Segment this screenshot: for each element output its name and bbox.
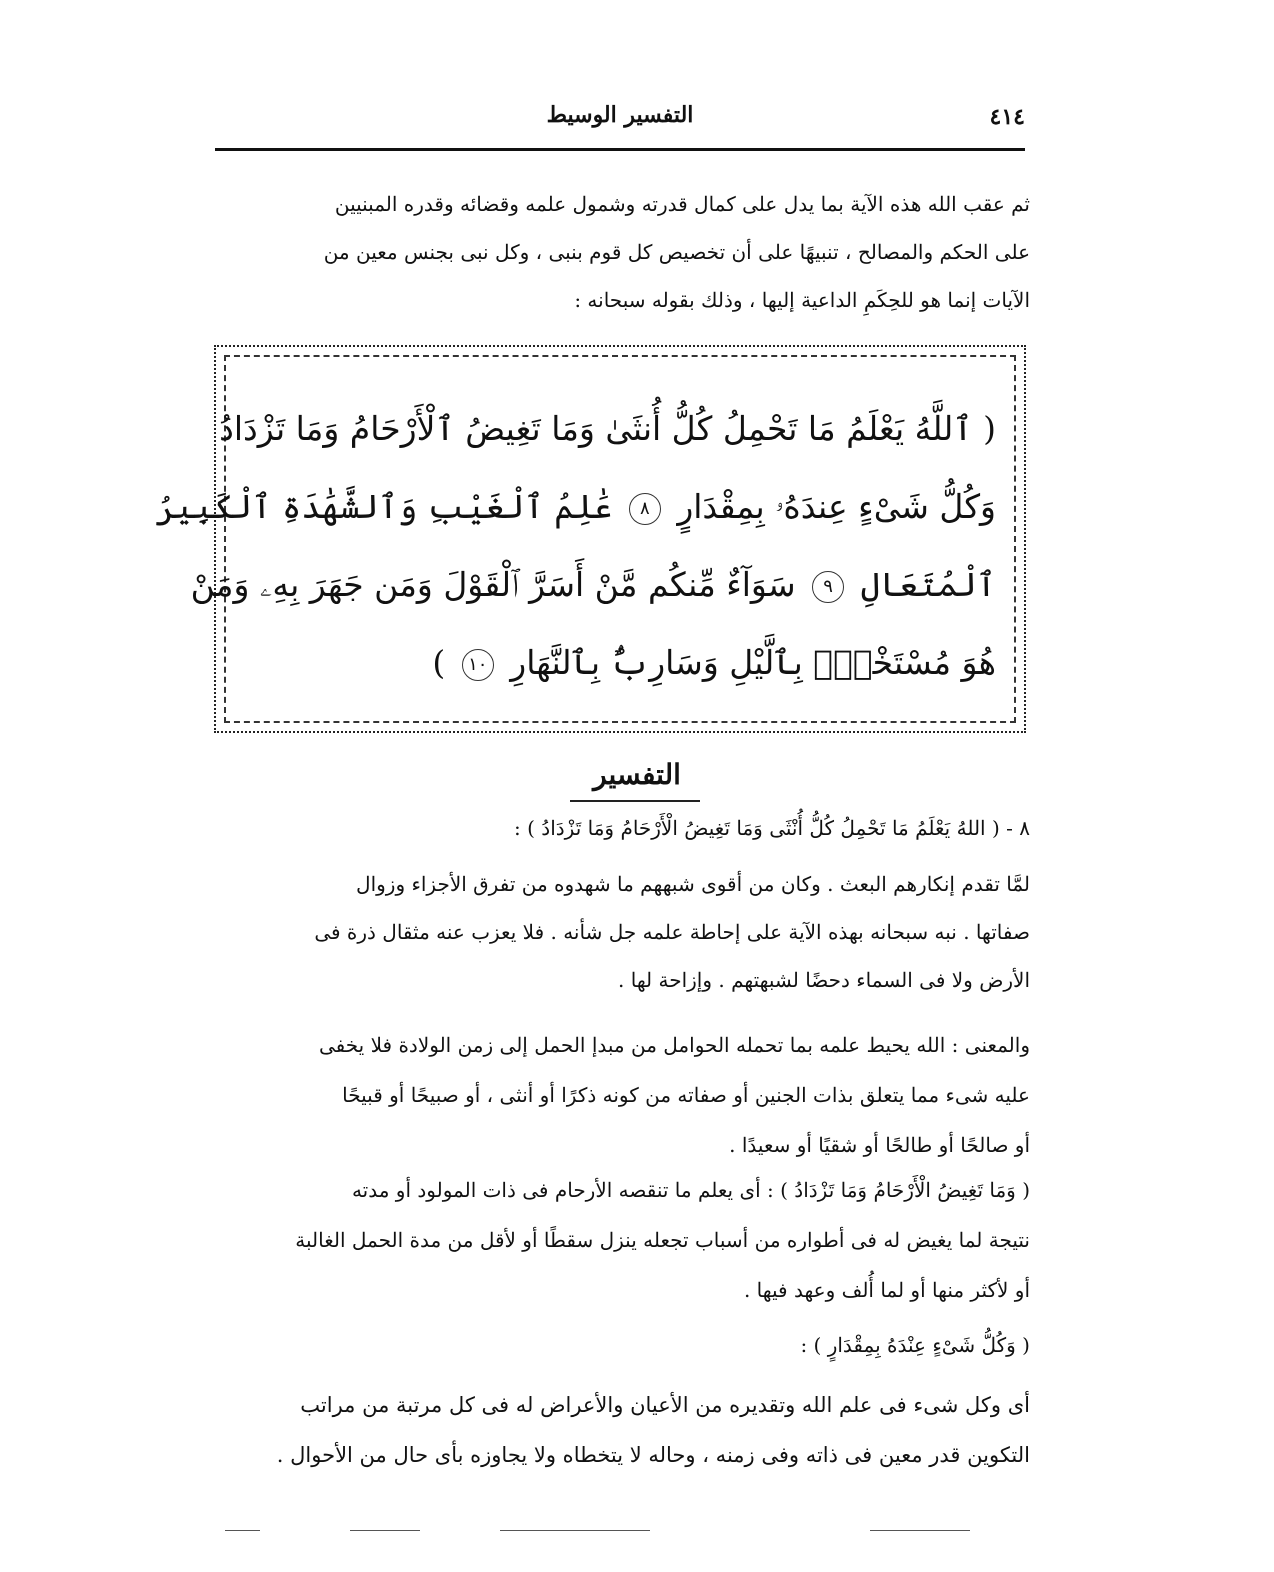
heading-underline [570, 800, 700, 802]
text-line: أى وكل شىء فى علم الله وتقديره من الأعيان والأعراض له فى كل مرتبة من مراتب [300, 1393, 1030, 1417]
running-title: التفسير الوسيط [546, 102, 694, 128]
verse-line [244, 624, 996, 702]
text-line: ( وَمَا تَغِيضُ الْأَرْحَامُ وَمَا تَزْدَادُ ) : أى يعلم ما تنقصه الأرحام فى ذات المولود أو مدته [351, 1178, 1030, 1202]
tafsir-paragraph [200, 1380, 1030, 1480]
verse-fragment: عَٰلِمُ ٱلْغَيْبِ وَٱلشَّهَٰدَةِ ٱلْكَبِيرُ [155, 487, 613, 526]
text-line: ثم عقب الله هذه الآية بما يدل على كمال قدرته وشمول علمه وقضائه وقدره المبنيين [334, 192, 1030, 216]
text-line: أو لأكثر منها أو لما أُلف وعهد فيها . [743, 1278, 1030, 1302]
text-line: الآيات إنما هو للحِكَمِ الداعية إليها ، وذلك بقوله سبحانه : [574, 288, 1030, 312]
tafsir-verse-citation [200, 1325, 1030, 1365]
verse-fragment: ( ٱللَّهُ يَعْلَمُ مَا تَحْمِلُ كُلُّ أُنثَىٰ وَمَا تَغِيضُ ٱلْأَرْحَامُ وَمَا تَزْدَادُ [219, 409, 996, 448]
text-line: لمَّا تقدم إنكارهم البعث . وكان من أقوى شبههم ما شهدوه من تفرق الأجزاء وزوال [356, 872, 1030, 896]
footer-rule [500, 1530, 650, 1531]
verse-fragment: ) [432, 643, 446, 682]
text-line: صفاتها . نبه سبحانه بهذه الآية على إحاطة علمه جل شأنه . فلا يعزب عنه مثقال ذرة فى [314, 920, 1030, 944]
footer-rule [870, 1530, 970, 1531]
verse-line [190, 546, 996, 624]
tafsir-paragraph [200, 1020, 1030, 1170]
verse-fragment: سَوَآءٌ مِّنكُم مَّنْ أَسَرَّ ٱلْقَوْلَ وَمَن جَهَرَ بِهِۦ وَمَنْ [190, 565, 796, 604]
text-line: التكوين قدر معين فى ذاته وفى زمنه ، وحاله لا يتخطاه ولا يجاوزه بأى حال من الأحوال . [276, 1443, 1030, 1467]
text-line: ٨ - ( اللهُ يَعْلَمُ مَا تَحْمِلُ كُلُّ أُنْثَى وَمَا تَغِيضُ الْأَرْحَامُ وَمَا تَزْدَادُ ) : [514, 816, 1030, 840]
text-line: على الحكم والمصالح ، تنبيهًا على أن تخصيص كل قوم بنبى ، وكل نبى بجنس معين من [323, 240, 1030, 264]
tafsir-verse-citation [200, 808, 1030, 848]
tafsir-paragraph [200, 860, 1030, 1004]
text-line: أو صالحًا أو طالحًا أو شقيًا أو سعيدًا . [729, 1133, 1030, 1157]
text-line: ( وَكُلُّ شَىْءٍ عِنْدَهُ بِمِقْدَارٍ ) : [800, 1333, 1030, 1357]
verse-fragment: وَكُلُّ شَىْءٍ عِندَهُۥ بِمِقْدَارٍ [677, 487, 996, 526]
verse-line [219, 390, 996, 468]
header-divider [215, 148, 1025, 151]
tafsir-paragraph [200, 1165, 1030, 1315]
verse-end-marker: ٩ [812, 571, 844, 603]
text-line: عليه شىء مما يتعلق بذات الجنين أو صفاته من كونه ذكرًا أو أنثى ، أو صبيحًا أو قبيحًا [342, 1083, 1030, 1107]
text-line: والمعنى : الله يحيط علمه بما تحمله الحوامل من مبدإ الحمل إلى زمن الولادة فلا يخفى [318, 1033, 1030, 1057]
quran-verse-frame [155, 345, 1026, 733]
verse-end-marker: ٨ [629, 493, 661, 525]
section-heading: التفسير [593, 758, 681, 791]
verse-fragment: ٱلْمُتَعَالِ [860, 565, 996, 604]
verse-fragment: هُوَ مُسْتَخْفٍۭ بِٱلَّيْلِ وَسَارِبٌۢ بِٱلنَّهَارِ [510, 643, 996, 682]
footer-rule [225, 1530, 260, 1531]
footer-rule [350, 1530, 420, 1531]
quran-verse-text [155, 390, 996, 702]
text-line: الأرض ولا فى السماء دحضًا لشبهتهم . وإزاحة لها . [618, 968, 1030, 992]
page-header [215, 98, 1025, 154]
verse-line [155, 468, 996, 546]
text-line: نتيجة لما يغيض له فى أطواره من أسباب تجعله ينزل سقطًا أو لأقل من مدة الحمل الغالبة [295, 1228, 1030, 1252]
verse-end-marker: ١٠ [462, 649, 494, 681]
page-number: ٤١٤ [989, 104, 1025, 130]
intro-paragraph [200, 180, 1030, 324]
